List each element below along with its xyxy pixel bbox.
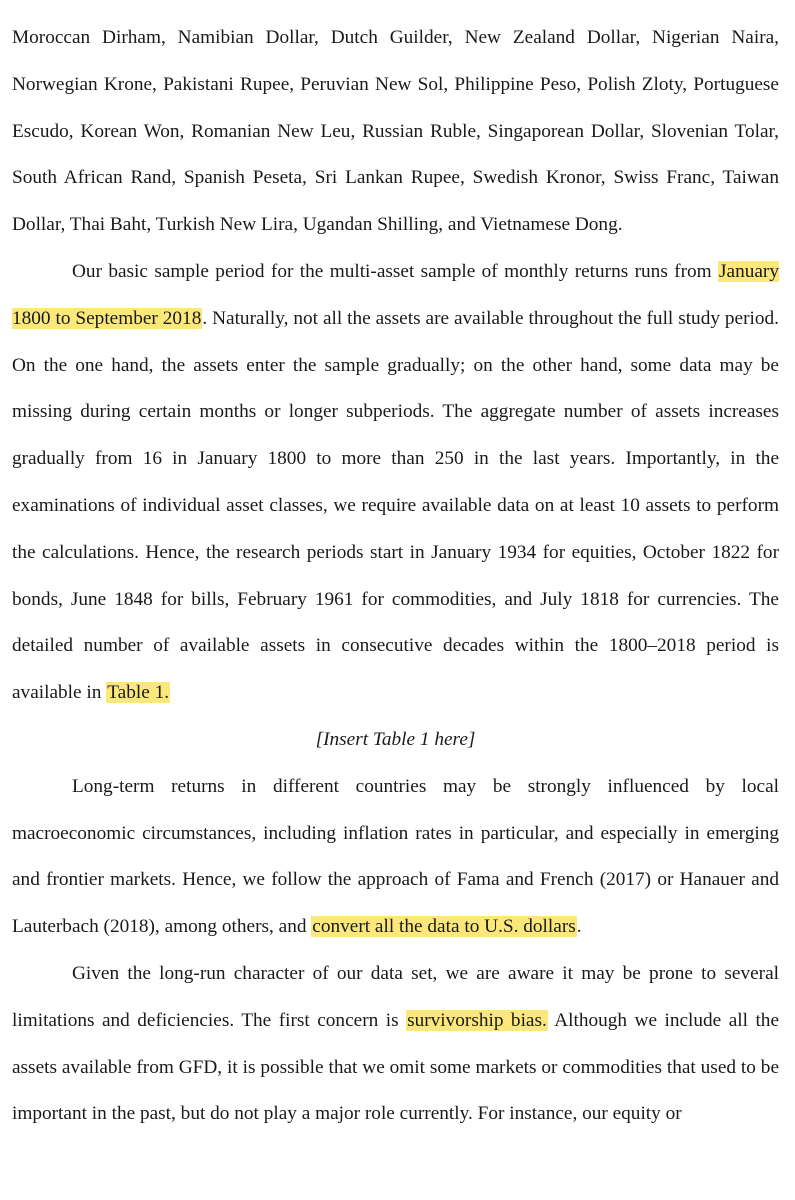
paragraph-text: Long-term returns in different countries may be strongly influenced by local macroeconomic circumstances, including inflation rates in particular, and especially in emerging and frontier markets. Hence, we follow the approach of Fama and French (2017) or Hanauer and Lauterbach (2018), among others, and bbox=[12, 775, 779, 938]
paragraph-text: Our basic sample period for the multi-asset sample of monthly returns runs from bbox=[72, 260, 719, 282]
highlight-table-reference: Table 1. bbox=[107, 682, 170, 704]
paragraph-currency-conversion bbox=[12, 764, 779, 951]
insert-table-note: [Insert Table 1 here] bbox=[315, 728, 476, 750]
highlight-survivorship-bias: survivorship bias. bbox=[407, 1009, 547, 1031]
highlight-convert-usd: convert all the data to U.S. dollars bbox=[312, 916, 576, 938]
paragraph-text: Although we include all the assets available from GFD, it is possible that we omit some markets or commodities that used to be important in the past, but do not play a major role currently. For instance, our equity or bbox=[12, 1009, 780, 1125]
highlight-sample-period: January 1800 to September 2018 bbox=[12, 260, 779, 329]
paragraph-text: . Naturally, not all the assets are available throughout the full study period. On the one hand, the assets enter the sample gradually; on the other hand, some data may be missing during certain months or longer subperiods. The aggregate number of assets increases gradually from 16 in January 1800 to more than 250 in the last years. Importantly, in the examinations of individual asset classes, we require available data on at least 10 assets to perform the calculations. Hence, the research periods start in January 1934 for equities, October 1822 for bonds, June 1848 for bills, February 1961 for commodities, and July 1818 for currencies. The detailed number of available assets in consecutive decades within the 1800–2018 period is available in bbox=[12, 307, 779, 704]
paragraph-text: Given the long-run character of our data set, we are aware it may be prone to several limitations and deficiencies. The first concern is bbox=[12, 962, 779, 1031]
paragraph-sample-period bbox=[12, 249, 779, 717]
paragraph-text: . bbox=[576, 916, 582, 938]
document-page bbox=[12, 0, 779, 1138]
paragraph-currency-list bbox=[12, 15, 779, 249]
paragraph-text: Moroccan Dirham, Namibian Dollar, Dutch Guilder, New Zealand Dollar, Nigerian Naira, Norwegian Krone, Pakistani Rupee, Peruvian New Sol, Philippine Peso, Polish Zloty, Portuguese Escudo, Korean Won, Romanian New Leu, Russian Ruble, Singaporean Dollar, Slovenian Tolar, South African Rand, Spanish Peseta, Sri Lankan Rupee, Swedish Kronor, Swiss Franc, Taiwan Dollar, Thai Baht, Turkish New Lira, Ugandan Shilling, and Vietnamese Dong. bbox=[12, 27, 779, 236]
paragraph-limitations bbox=[12, 951, 779, 1138]
